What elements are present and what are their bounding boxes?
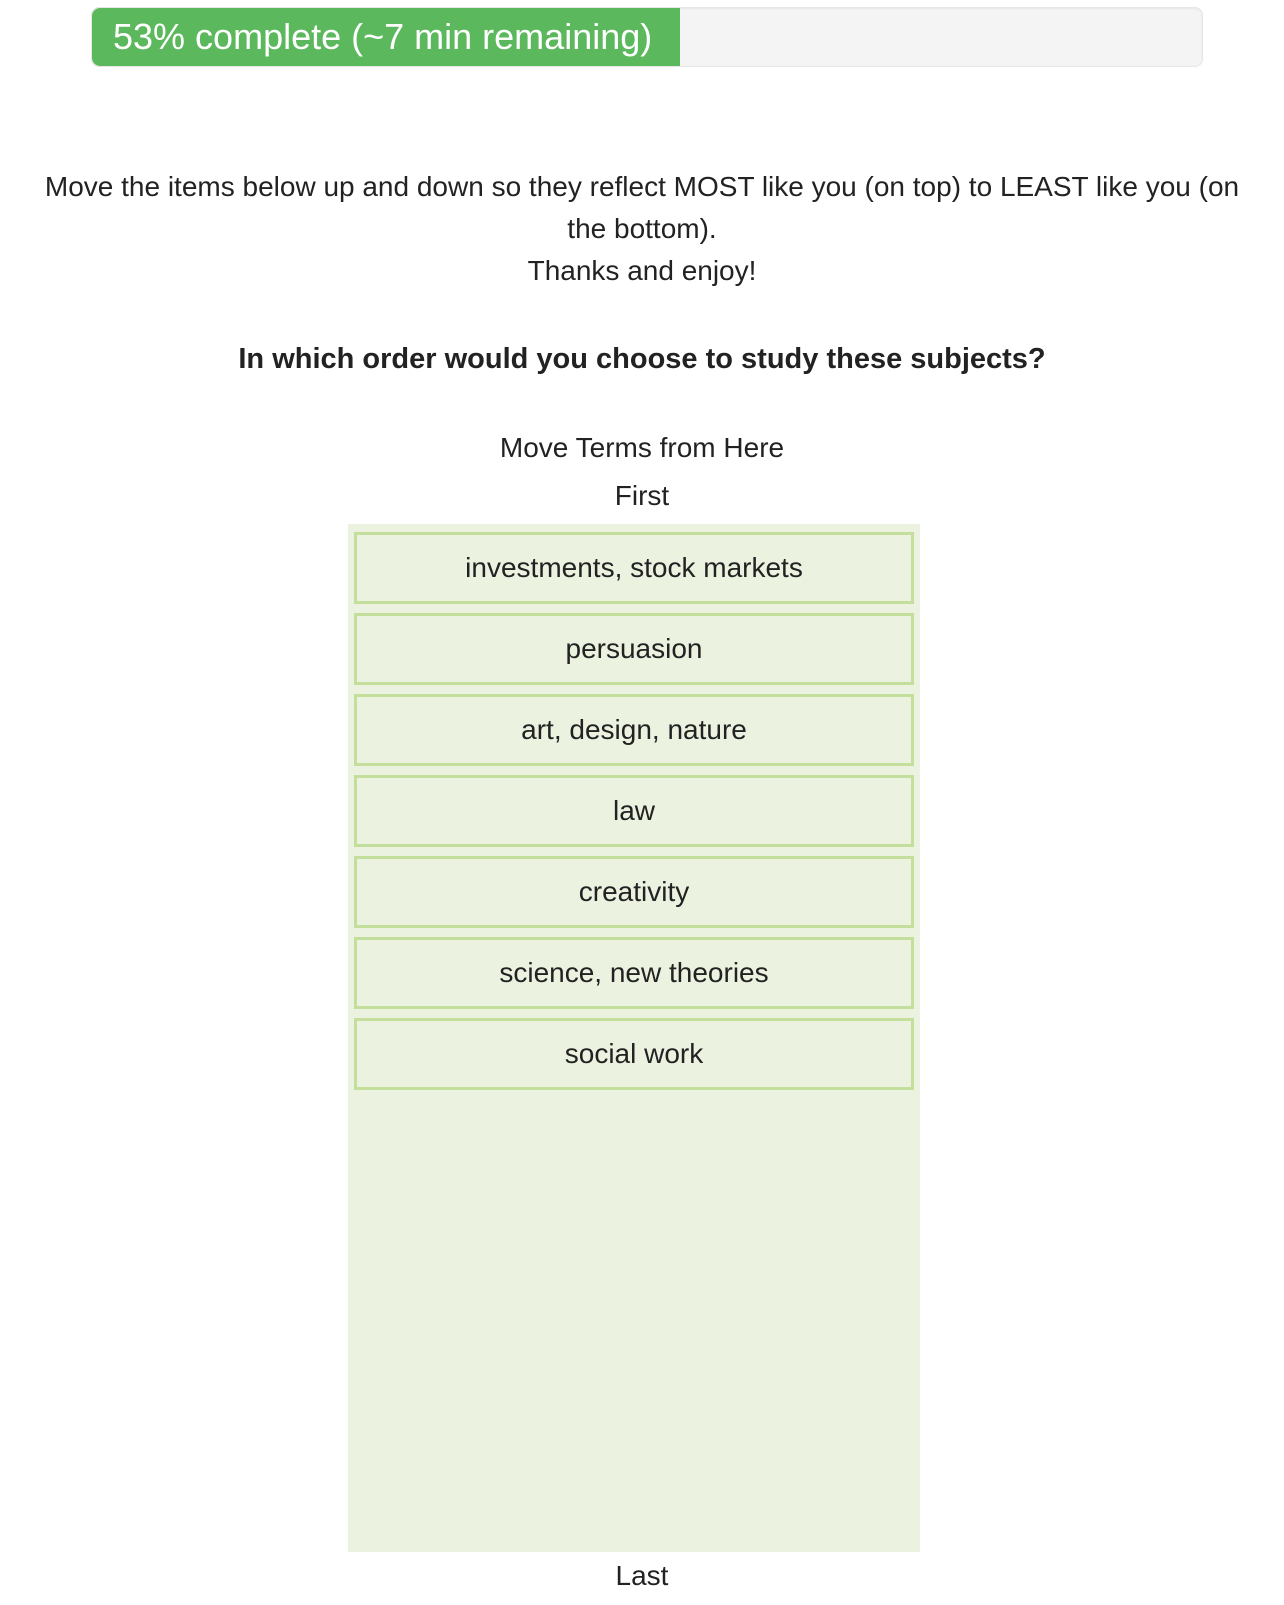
rank-item[interactable]: law: [354, 775, 914, 847]
instructions-text: Move the items below up and down so they reflect MOST like you (on top) to LEAST like you (on the bottom).: [44, 171, 1240, 244]
rank-item[interactable]: creativity: [354, 856, 914, 928]
rank-item[interactable]: persuasion: [354, 613, 914, 685]
source-caption: Move Terms from Here: [499, 432, 785, 463]
rank-item[interactable]: art, design, nature: [354, 694, 914, 766]
last-label: Last: [615, 1560, 669, 1591]
instructions-thanks: Thanks and enjoy!: [527, 255, 757, 286]
instructions: [40, 166, 1244, 292]
first-label: First: [614, 480, 670, 511]
rank-item[interactable]: social work: [354, 1018, 914, 1090]
ranking-list[interactable]: [348, 524, 920, 1552]
progress-bar: [91, 7, 1203, 67]
question-title: In which order would you choose to study these subjects?: [238, 343, 1046, 375]
rank-item[interactable]: science, new theories: [354, 937, 914, 1009]
rank-item[interactable]: investments, stock markets: [354, 532, 914, 604]
progress-label: 53% complete (~7 min remaining): [113, 16, 653, 57]
